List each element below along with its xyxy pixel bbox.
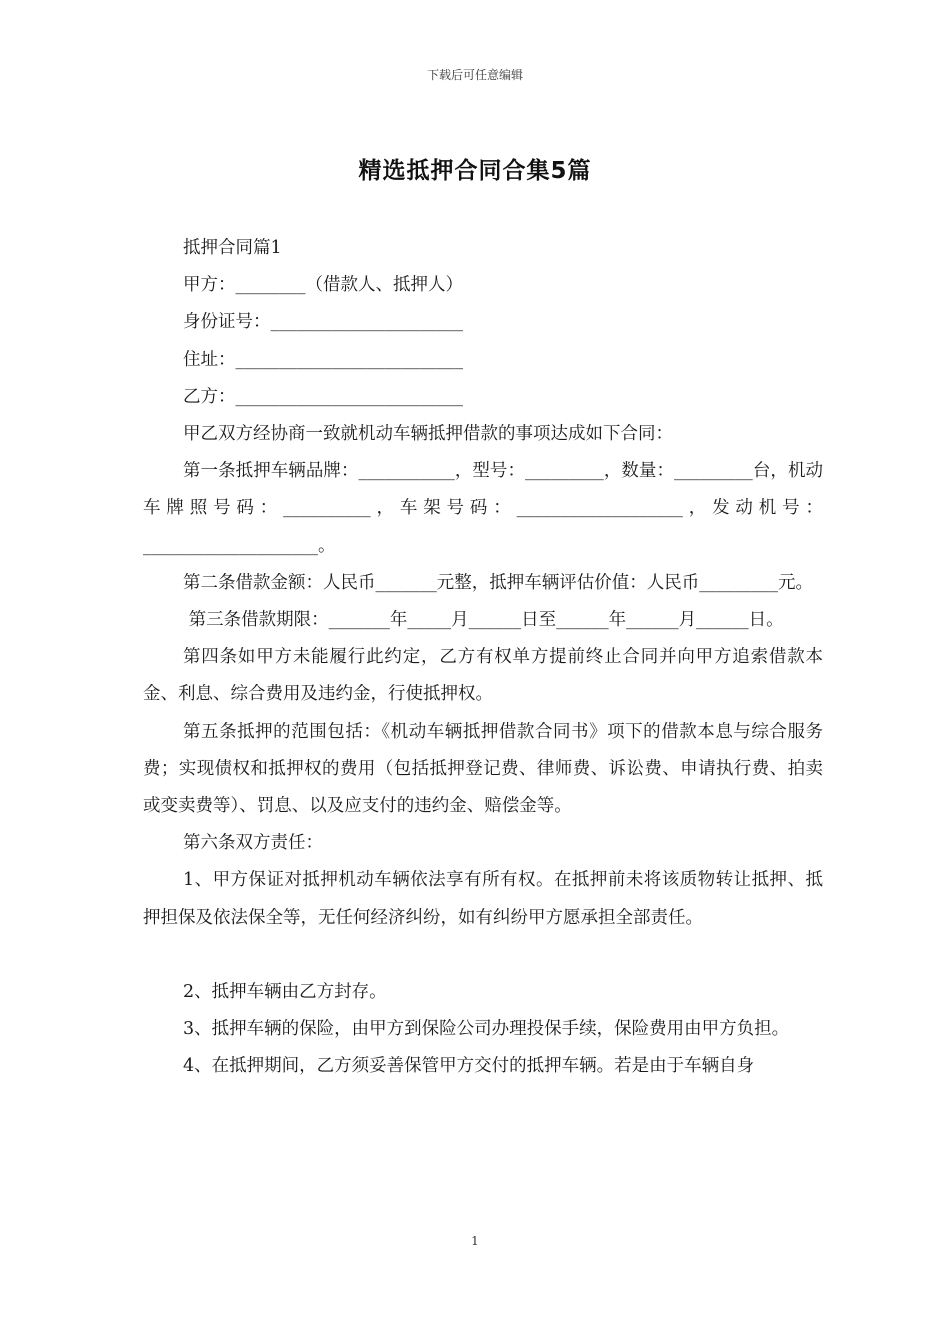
id-number-line: 身份证号：______________________: [183, 312, 463, 333]
header-note: 下载后可任意编辑: [426, 68, 523, 82]
party-b-line: 乙方：__________________________: [183, 386, 463, 407]
clause-6-heading: 第六条双方责任：: [183, 833, 323, 854]
page-number: 1: [471, 1234, 479, 1248]
clause-1: 第一条抵押车辆品牌：___________，型号：_________，数量：_________台，机动车牌照号码：__________，车架号码：___________________，发动机号：____________________。: [143, 461, 823, 556]
section-heading: 抵押合同篇1: [183, 238, 282, 258]
document-body: [143, 230, 823, 1085]
party-a-line: 甲方：________（借款人、抵押人）: [183, 275, 463, 296]
agreement-intro: 甲乙双方经协商一致就机动车辆抵押借款的事项达成如下合同：: [183, 424, 673, 445]
clause-2: 第二条借款金额：人民币_______元整，抵押车辆评估价值：人民币_________元。: [183, 572, 813, 593]
clause-4: 第四条如甲方未能履行此约定，乙方有权单方提前终止合同并向甲方追索借款本金、利息、综合费用及违约金，行使抵押权。: [143, 647, 823, 705]
duty-item-3: 3、抵押车辆的保险，由甲方到保险公司办理投保手续，保险费用由甲方负担。: [183, 1019, 790, 1040]
document-title: 精选抵押合同合集5篇: [358, 158, 592, 184]
address-line: 住址：__________________________: [183, 349, 463, 370]
duty-item-1: 1、甲方保证对抵押机动车辆依法享有所有权。在抵押前未将该质物转让抵押、抵押担保及依法保全等，无任何经济纠纷，如有纠纷甲方愿承担全部责任。: [143, 870, 823, 928]
duty-item-4: 4、在抵押期间，乙方须妥善保管甲方交付的抵押车辆。若是由于车辆自身: [183, 1056, 755, 1077]
clause-5: 第五条抵押的范围包括：《机动车辆抵押借款合同书》项下的借款本息与综合服务费；实现债权和抵押权的费用（包括抵押登记费、律师费、诉讼费、申请执行费、拍卖或变卖费等）、罚息、以及应支付的违约金、赔偿金等。: [143, 721, 823, 817]
duty-item-2: 2、抵押车辆由乙方封存。: [183, 981, 387, 1002]
blank-line: [143, 937, 823, 974]
clause-3: 第三条借款期限：_______年_____月______日至______年______月______日。: [183, 610, 784, 631]
